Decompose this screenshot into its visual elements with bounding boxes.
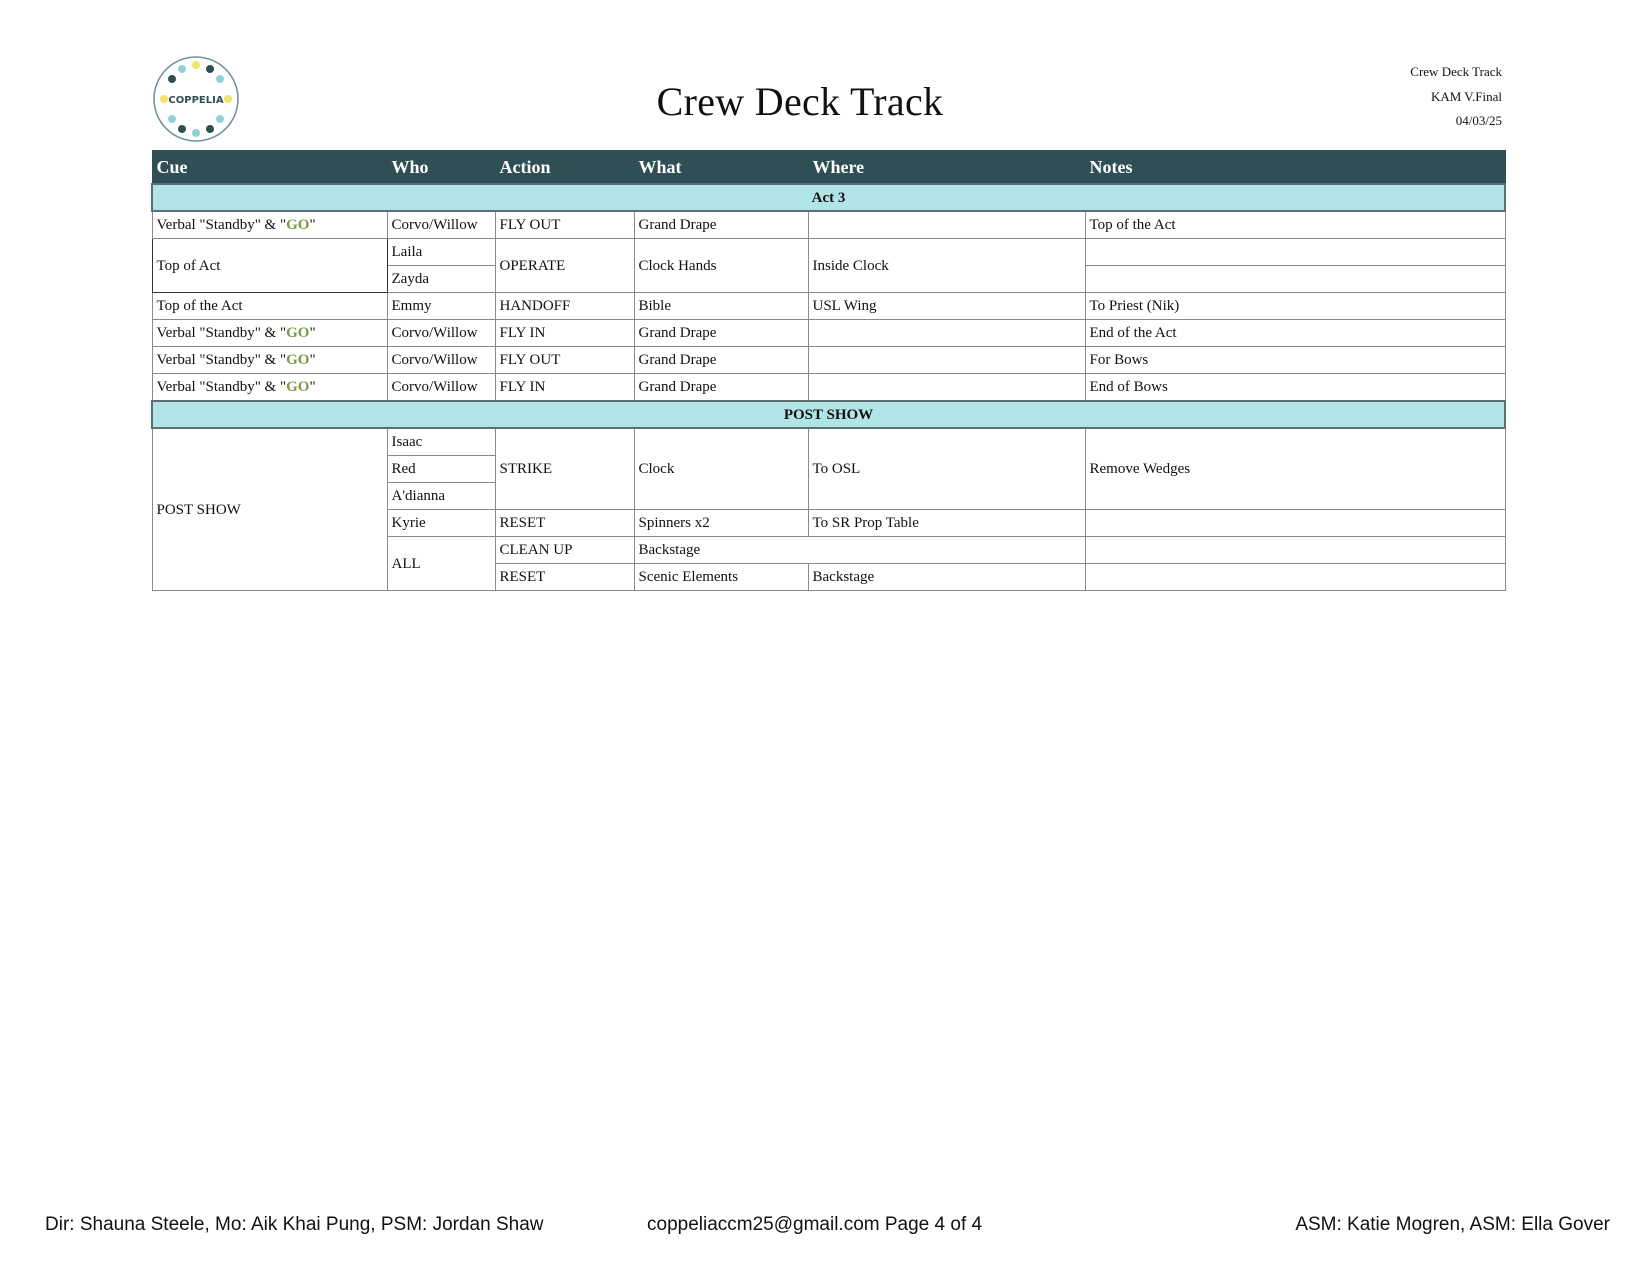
notes-cell: [1085, 239, 1505, 266]
meta-date: 04/03/25: [1455, 113, 1502, 128]
where-cell: [808, 374, 1085, 402]
cue-cell: Verbal "Standby" & "GO": [152, 211, 387, 239]
notes-cell: Remove Wedges: [1085, 428, 1505, 510]
crew-deck-track-table: [151, 150, 1506, 591]
column-header-where: Where: [808, 151, 1085, 185]
where-cell: Backstage: [808, 564, 1085, 591]
cue-cell: Verbal "Standby" & "GO": [152, 374, 387, 402]
document-meta: [1410, 60, 1502, 134]
table-row: [152, 374, 1505, 402]
what-cell: Spinners x2: [634, 510, 808, 537]
notes-cell: [1085, 537, 1505, 564]
notes-cell: End of the Act: [1085, 320, 1505, 347]
section-row-post-show: [152, 401, 1505, 428]
table-header-row: [152, 151, 1505, 185]
action-cell: FLY OUT: [495, 211, 634, 239]
what-cell: Clock: [634, 428, 808, 510]
who-cell: ALL: [387, 537, 495, 591]
who-cell: Isaac: [387, 428, 495, 456]
cue-cell: Verbal "Standby" & "GO": [152, 347, 387, 374]
where-cell: To SR Prop Table: [808, 510, 1085, 537]
action-cell: STRIKE: [495, 428, 634, 510]
what-cell: Scenic Elements: [634, 564, 808, 591]
who-cell: Corvo/Willow: [387, 211, 495, 239]
cue-cell: POST SHOW: [152, 428, 387, 591]
table-row: [152, 293, 1505, 320]
footer-credits: Dir: Shauna Steele, Mo: Aik Khai Pung, PSM: Jordan Shaw: [45, 1214, 544, 1235]
who-cell: Laila: [387, 239, 495, 266]
who-cell: Red: [387, 456, 495, 483]
where-cell: To OSL: [808, 428, 1085, 510]
what-cell: Clock Hands: [634, 239, 808, 293]
what-cell: Grand Drape: [634, 374, 808, 402]
where-cell: Inside Clock: [808, 239, 1085, 293]
go-word: GO: [286, 325, 310, 341]
cue-cell: Verbal "Standby" & "GO": [152, 320, 387, 347]
who-cell: A'dianna: [387, 483, 495, 510]
table-row: [152, 239, 1505, 266]
meta-doc-name: Crew Deck Track: [1410, 64, 1502, 79]
meta-version: KAM V.Final: [1430, 88, 1502, 104]
column-header-what: What: [634, 151, 808, 185]
section-label: Act 3: [152, 184, 1505, 211]
who-cell: Corvo/Willow: [387, 320, 495, 347]
where-cell: USL Wing: [808, 293, 1085, 320]
section-label: POST SHOW: [152, 401, 1505, 428]
what-cell: Grand Drape: [634, 211, 808, 239]
cue-cell: Top of Act: [152, 239, 387, 293]
cue-cell: Top of the Act: [152, 293, 387, 320]
footer-asm-credits: ASM: Katie Mogren, ASM: Ella Gover: [1295, 1214, 1610, 1235]
notes-cell: For Bows: [1085, 347, 1505, 374]
what-cell: Backstage: [634, 537, 1085, 564]
action-cell: HANDOFF: [495, 293, 634, 320]
footer-email-page: coppeliaccm25@gmail.com Page 4 of 4: [647, 1214, 983, 1235]
action-cell: RESET: [495, 564, 634, 591]
notes-cell: [1085, 510, 1505, 537]
column-header-notes: Notes: [1085, 151, 1505, 185]
what-cell: Bible: [634, 293, 808, 320]
where-cell: [808, 320, 1085, 347]
column-header-cue: Cue: [152, 151, 387, 185]
notes-cell: [1085, 266, 1505, 293]
notes-cell: End of Bows: [1085, 374, 1505, 402]
page-title: Crew Deck Track: [656, 79, 944, 124]
where-cell: [808, 347, 1085, 374]
who-cell: Corvo/Willow: [387, 347, 495, 374]
section-row-act3: [152, 184, 1505, 211]
where-cell: [808, 211, 1085, 239]
notes-cell: Top of the Act: [1085, 211, 1505, 239]
who-cell: Emmy: [387, 293, 495, 320]
action-cell: RESET: [495, 510, 634, 537]
what-cell: Grand Drape: [634, 320, 808, 347]
table-row: [152, 347, 1505, 374]
action-cell: FLY IN: [495, 374, 634, 402]
table-row: [152, 428, 1505, 456]
go-word: GO: [286, 379, 310, 395]
table-row: [152, 211, 1505, 239]
column-header-action: Action: [495, 151, 634, 185]
who-cell: Corvo/Willow: [387, 374, 495, 402]
table-row: [152, 320, 1505, 347]
go-word: GO: [286, 352, 310, 368]
column-header-who: Who: [387, 151, 495, 185]
action-cell: OPERATE: [495, 239, 634, 293]
what-cell: Grand Drape: [634, 347, 808, 374]
notes-cell: [1085, 564, 1505, 591]
who-cell: Kyrie: [387, 510, 495, 537]
who-cell: Zayda: [387, 266, 495, 293]
notes-cell: To Priest (Nik): [1085, 293, 1505, 320]
action-cell: FLY OUT: [495, 347, 634, 374]
action-cell: CLEAN UP: [495, 537, 634, 564]
logo-text: COPPELIA: [168, 95, 224, 106]
go-word: GO: [286, 217, 310, 233]
action-cell: FLY IN: [495, 320, 634, 347]
